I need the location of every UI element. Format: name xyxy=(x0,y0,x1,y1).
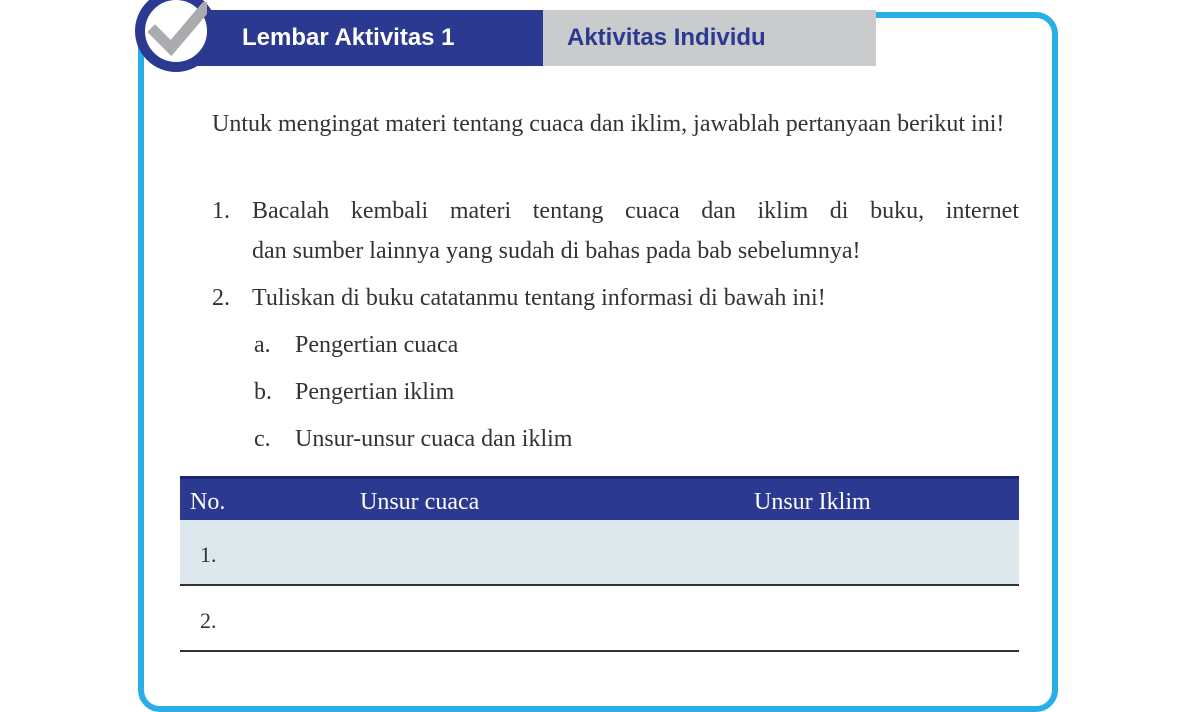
table-row xyxy=(180,586,1019,652)
question-2-number: 2. xyxy=(212,285,230,311)
sub-item-b-text: Pengertian iklim xyxy=(295,379,455,405)
activity-type-label: Aktivitas Individu xyxy=(567,24,766,51)
sub-item-c-letter: c. xyxy=(254,426,271,452)
header-weather-elements: Unsur cuaca xyxy=(360,489,480,515)
sub-item-a-letter: a. xyxy=(254,332,271,358)
question-1-text xyxy=(252,191,1019,271)
activity-sheet-tab xyxy=(188,10,543,66)
sub-item-b-letter: b. xyxy=(254,379,272,405)
sub-item-a-text: Pengertian cuaca xyxy=(295,332,459,358)
header-no: No. xyxy=(190,489,226,515)
activity-type-tab xyxy=(543,10,876,66)
question-1-line-1: Bacalah kembali materi tentang cuaca dan iklim di buku, internet xyxy=(252,198,1019,224)
checkmark-icon xyxy=(147,2,207,62)
question-2-text: Tuliskan di buku catatanmu tentang informasi di bawah ini! xyxy=(252,285,826,311)
intro-text: Untuk mengingat materi tentang cuaca dan iklim, jawablah pertanyaan berikut ini! xyxy=(212,111,1005,137)
checkmark-badge xyxy=(135,0,217,72)
header-climate-elements: Unsur Iklim xyxy=(754,489,871,515)
table-row xyxy=(180,520,1019,586)
weather-climate-table xyxy=(180,476,1019,652)
sub-item-c-text: Unsur-unsur cuaca dan iklim xyxy=(295,426,573,452)
row-number: 2. xyxy=(200,608,217,633)
row-number: 1. xyxy=(200,542,217,567)
question-1-line-2: dan sumber lainnya yang sudah di bahas pada bab sebelumnya! xyxy=(252,238,861,264)
table-header-row xyxy=(180,476,1019,520)
question-1-number: 1. xyxy=(212,198,230,224)
activity-sheet-label: Lembar Aktivitas 1 xyxy=(242,24,455,51)
